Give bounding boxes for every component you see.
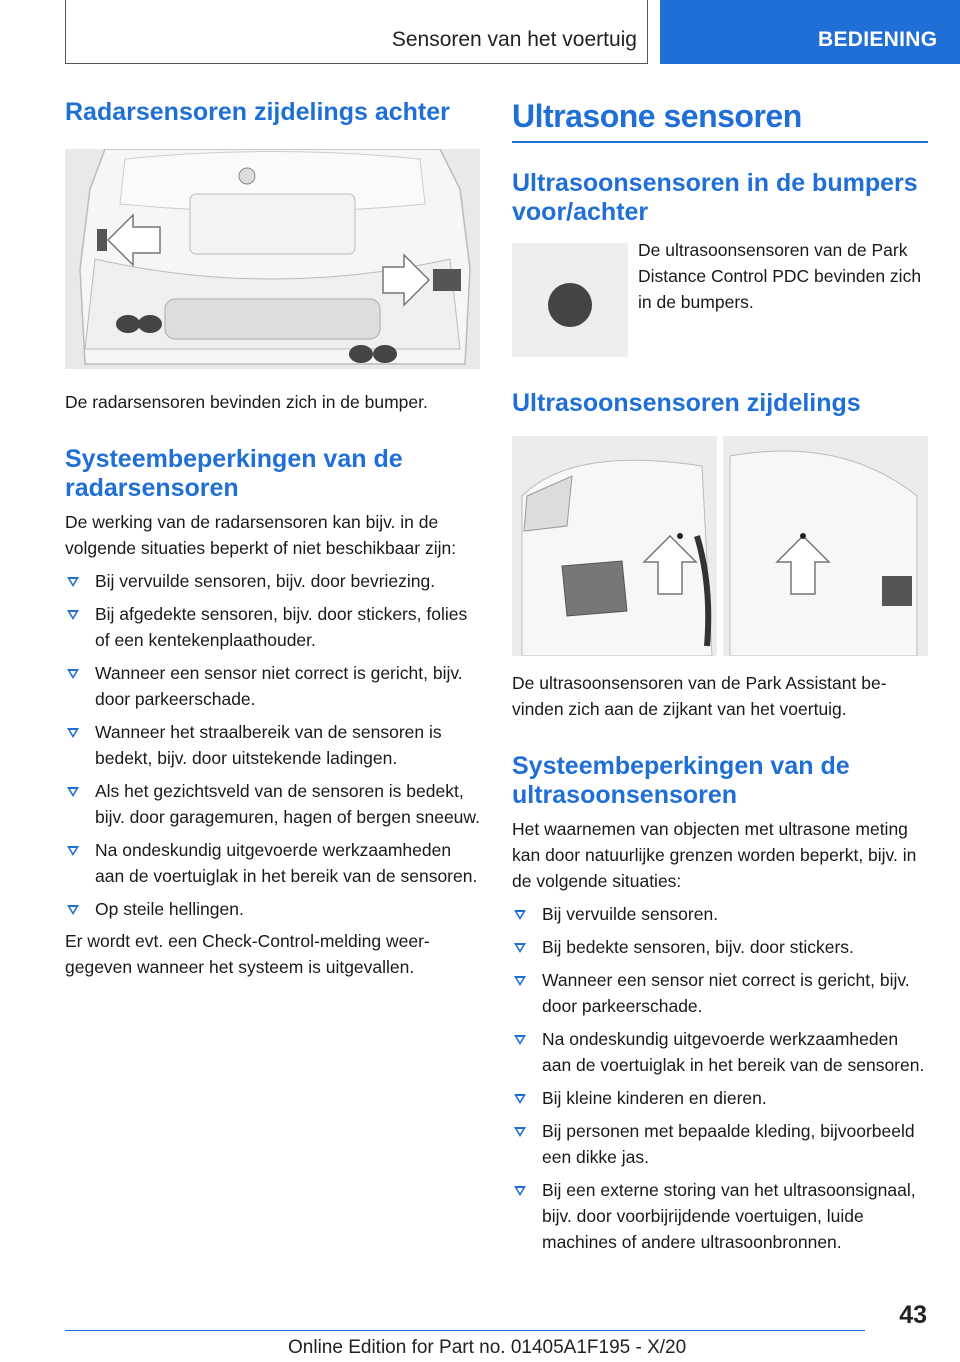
bullet-triangle-icon bbox=[514, 1127, 526, 1137]
bullet-triangle-icon bbox=[67, 846, 79, 856]
footer-edition: Online Edition for Part no. 01405A1F195 - X/20 bbox=[288, 1337, 687, 1358]
list-item: Bij vervuilde sensoren. bbox=[512, 901, 928, 927]
radar-limits-intro: De werking van de radarsensoren kan bijv. in de volgende situaties beperkt of niet beschikbaar zijn: bbox=[65, 512, 457, 558]
left-column bbox=[65, 98, 480, 980]
heading-bumper-ultrasonic: Ultrasoonsensoren in de bumpers voor/achter bbox=[512, 169, 918, 226]
list-item: Wanneer het straalbereik van de sensoren is bedekt, bijv. door uitstekende ladingen. bbox=[65, 719, 480, 771]
list-item: Wanneer een sensor niet correct is gericht, bijv. door parkeerschade. bbox=[512, 967, 928, 1019]
side-ultrasonic-figure bbox=[512, 436, 928, 656]
caption-side-ultrasonic: De ultrasoonsensoren van de Park Assistant bevinden zich aan de zijkant van het voertuig. bbox=[512, 673, 887, 719]
list-item: Bij kleine kinderen en dieren. bbox=[512, 1085, 928, 1111]
heading-ultrasonic: Ultrasone sensoren bbox=[512, 98, 928, 143]
header-section-box bbox=[65, 0, 648, 64]
section-title: Sensoren van het voertuig bbox=[391, 28, 637, 51]
radar-limits-outro: Er wordt evt. een Check-Control-melding weergegeven wanneer het systeem is uitgevallen. bbox=[65, 931, 430, 977]
bullet-triangle-icon bbox=[514, 1035, 526, 1045]
bullet-triangle-icon bbox=[67, 787, 79, 797]
heading-side-ultrasonic: Ultrasoonsensoren zijdelings bbox=[512, 389, 861, 417]
list-item: Bij personen met bepaalde kleding, bijvoorbeeld een dikke jas. bbox=[512, 1118, 928, 1170]
caption-rear-radar: De radarsensoren bevinden zich in de bumper. bbox=[65, 392, 428, 412]
footer-divider bbox=[65, 1330, 865, 1331]
list-item: Als het gezichtsveld van de sensoren is bedekt, bijv. door garagemuren, hagen of bergen sneeuw. bbox=[65, 778, 480, 830]
rear-bumper-radar-figure bbox=[65, 149, 480, 369]
heading-radar-limits: Systeembeperkingen van de radarsensoren bbox=[65, 445, 403, 502]
radar-limits-list bbox=[65, 568, 480, 922]
list-item: Wanneer een sensor niet correct is gericht, bijv. door parkeerschade. bbox=[65, 660, 480, 712]
right-column bbox=[512, 98, 928, 1255]
heading-ultrasonic-limits: Systeembeperkingen van de ultrasoonsensoren bbox=[512, 752, 850, 809]
bumper-sensor-text: De ultrasoonsensoren van de Park Distance Control PDC bevinden zich in de bumpers. bbox=[638, 240, 922, 312]
list-item: Bij vervuilde sensoren, bijv. door bevriezing. bbox=[65, 568, 480, 594]
bullet-triangle-icon bbox=[514, 1094, 526, 1104]
list-item: Na ondeskundig uitgevoerde werkzaamheden aan de voertuiglak in het bereik van de sensoren. bbox=[512, 1026, 928, 1078]
bullet-triangle-icon bbox=[67, 610, 79, 620]
bumper-sensor-block bbox=[512, 240, 928, 359]
chapter-tab[interactable]: BEDIENING bbox=[660, 0, 960, 64]
list-item: Na ondeskundig uitgevoerde werkzaamheden aan de voertuiglak in het bereik van de sensoren. bbox=[65, 837, 480, 889]
bullet-triangle-icon bbox=[514, 1186, 526, 1196]
bullet-triangle-icon bbox=[67, 728, 79, 738]
list-item: Bij bedekte sensoren, bijv. door stickers. bbox=[512, 934, 928, 960]
bullet-triangle-icon bbox=[67, 669, 79, 679]
ultrasonic-limits-list bbox=[512, 901, 928, 1255]
bullet-triangle-icon bbox=[514, 976, 526, 986]
page-number: 43 bbox=[899, 1301, 927, 1329]
heading-rear-radar: Radarsensoren zijdelings achter bbox=[65, 98, 450, 126]
bullet-triangle-icon bbox=[67, 577, 79, 587]
bullet-triangle-icon bbox=[67, 905, 79, 915]
bullet-triangle-icon bbox=[514, 910, 526, 920]
bullet-triangle-icon bbox=[514, 943, 526, 953]
list-item: Bij afgedekte sensoren, bijv. door stickers, folies of een kentekenplaathouder. bbox=[65, 601, 480, 653]
ultrasonic-limits-intro: Het waarnemen van objecten met ultrasone meting kan door natuurlijke grenzen worden beperkt, bijv. in de volgende situaties: bbox=[512, 819, 917, 891]
list-item: Bij een externe storing van het ultrasoonsignaal, bijv. door voorbijrijdende voertuigen, luide machines of andere ultrasoonbronnen. bbox=[512, 1177, 928, 1255]
ultrasonic-sensor-figure bbox=[512, 243, 628, 357]
list-item: Op steile hellingen. bbox=[65, 896, 480, 922]
